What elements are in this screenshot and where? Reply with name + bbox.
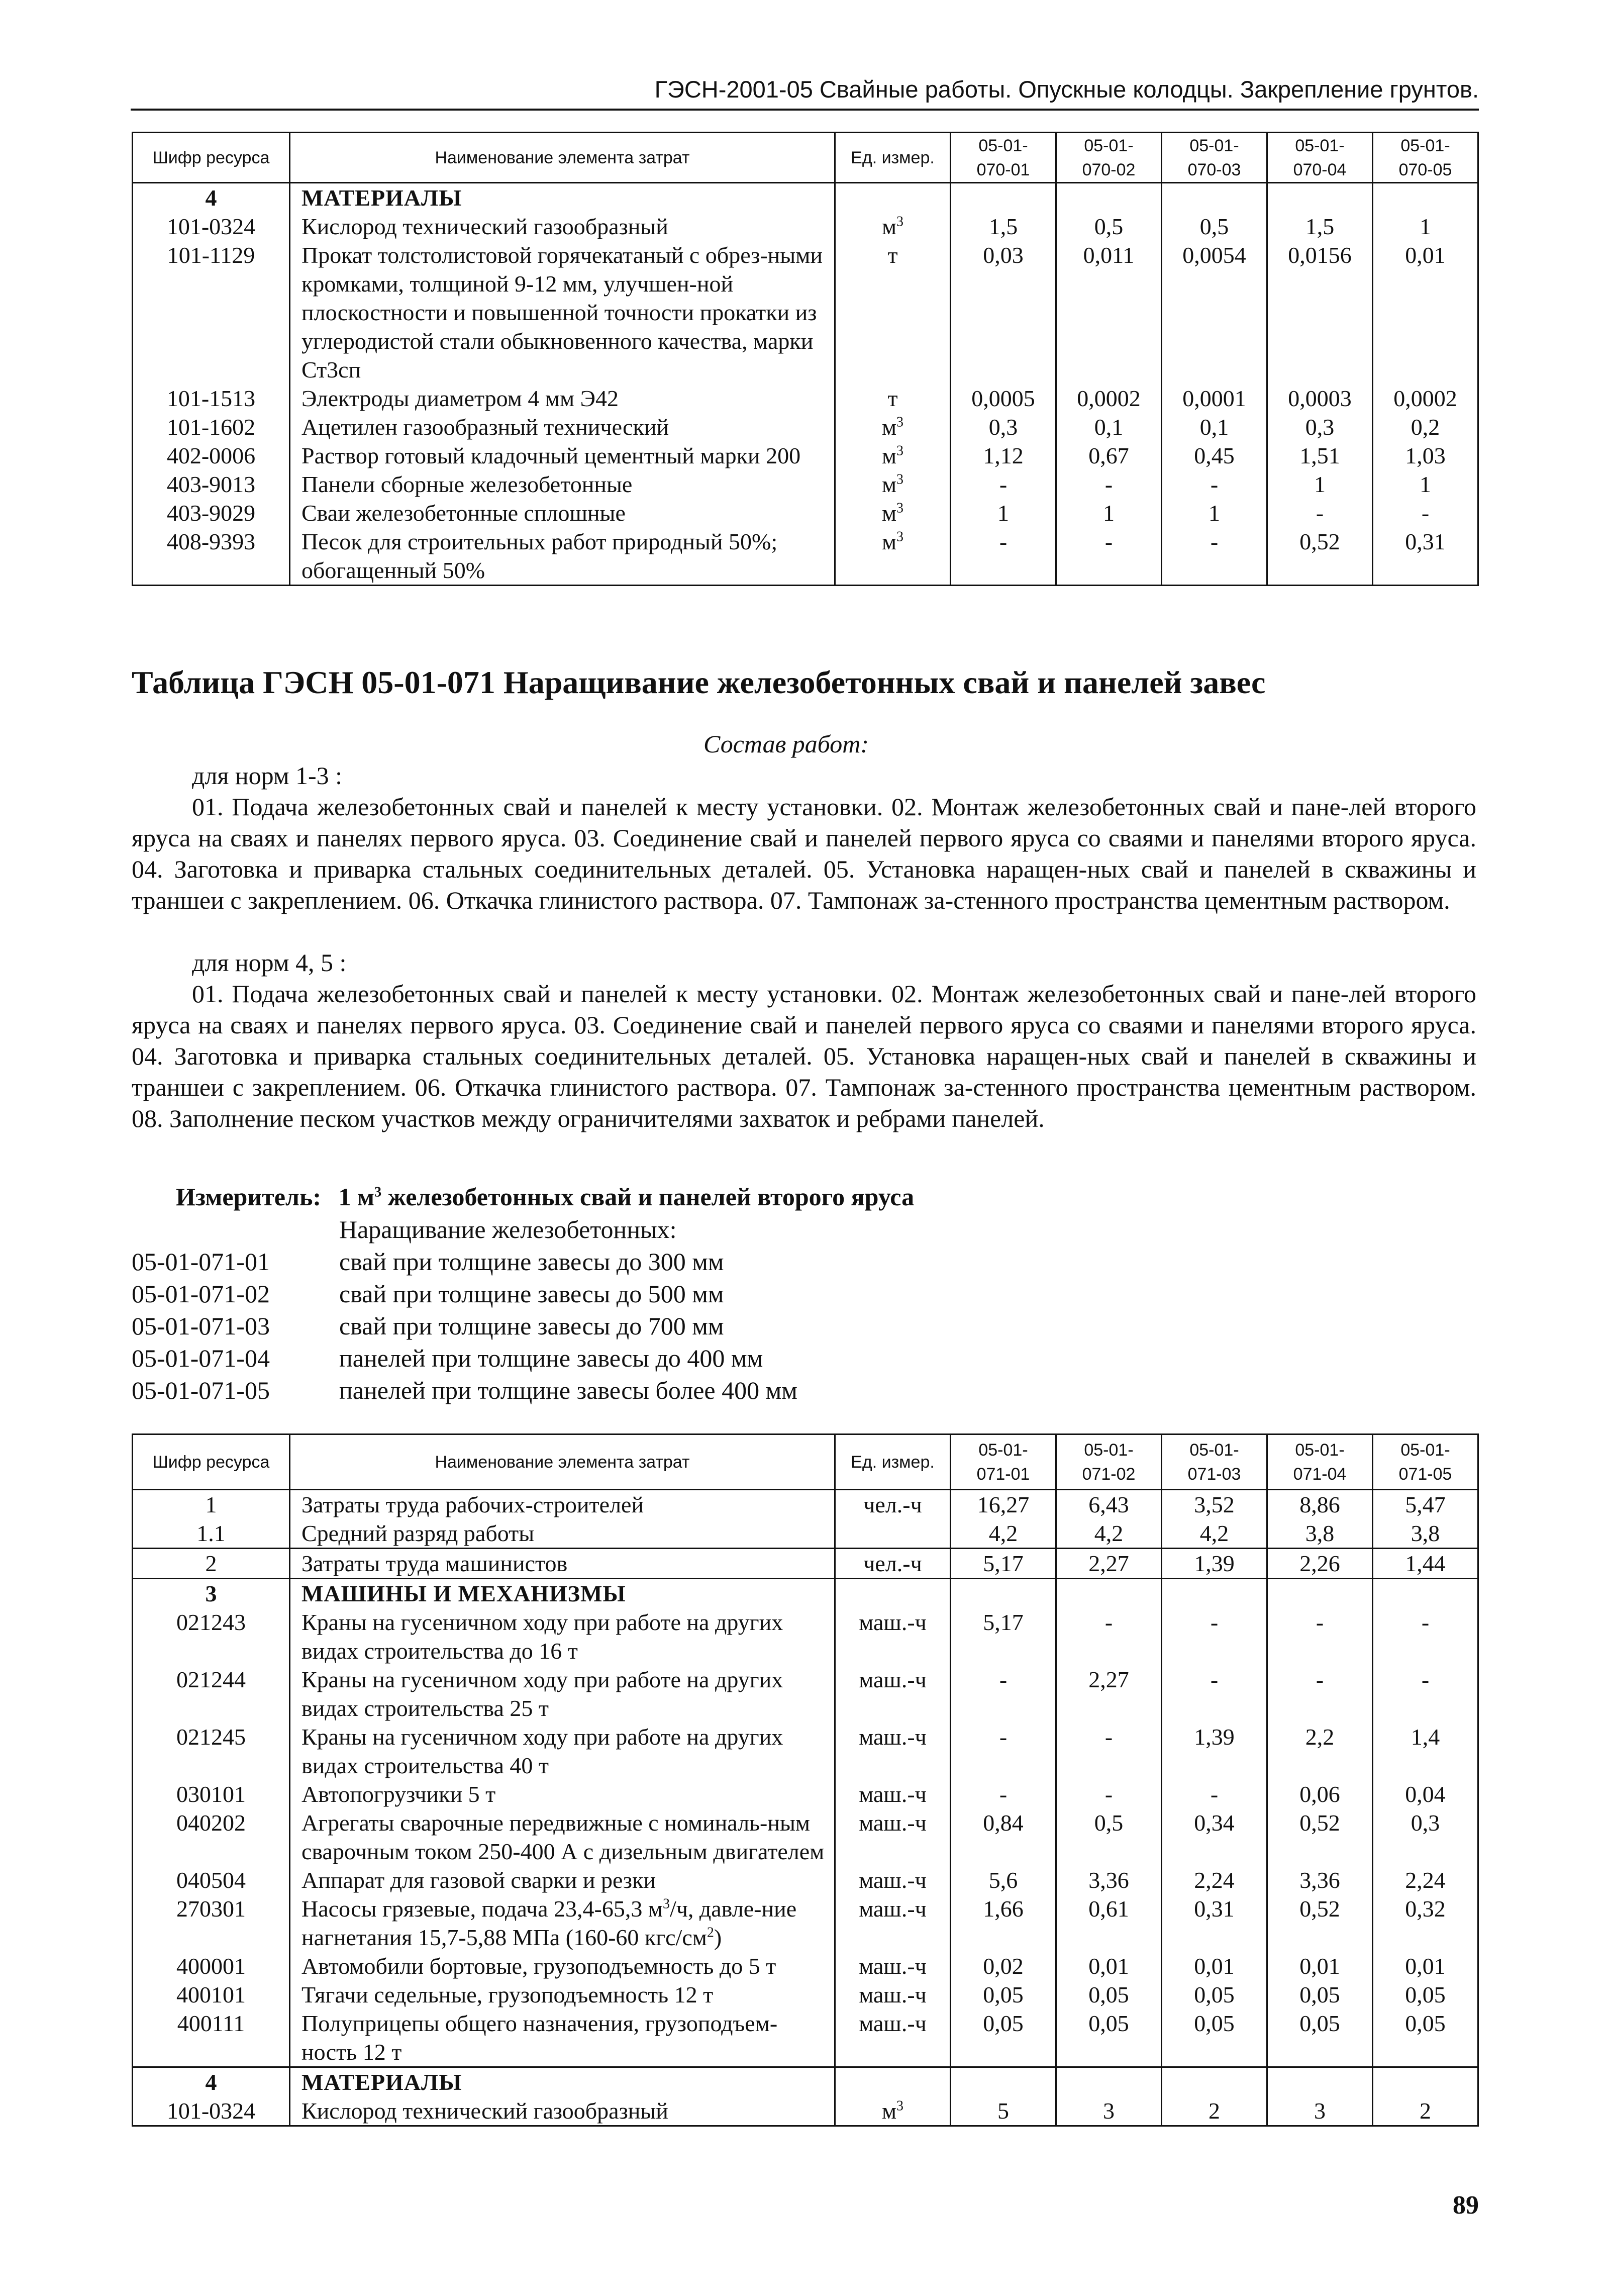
table-row — [133, 413, 1478, 441]
value-cell: 0,02 — [951, 1952, 1056, 1980]
value-cell: 1,5 — [951, 212, 1056, 241]
resource-code: 403-9029 — [133, 499, 290, 527]
col-header-norm: 05-01- 071-05 — [1373, 1434, 1478, 1490]
value-cell — [1267, 1579, 1373, 1608]
resource-name: Раствор готовый кладочный цементный марки 200 — [290, 441, 835, 470]
value-cell: 2,24 — [1373, 1866, 1478, 1894]
resource-name: Аппарат для газовой сварки и резки — [290, 1866, 835, 1894]
value-cell — [951, 183, 1056, 213]
value-cell — [1373, 183, 1478, 213]
table-row — [133, 1980, 1478, 2009]
value-cell: 1,44 — [1373, 1549, 1478, 1579]
norms-1-3-text: 01. Подача железобетонных свай и панелей к месту установки. 02. Монтаж железобетонных свай и пане-лей второго яруса на сваях и панелях первого яруса. 03. Соединение свай и панелей первого яруса со сваями и панелями второго яруса. 04. Заготовка и приварка стальных соединительных деталей. 05. Установка наращен-ных свай и панелей в скважины и траншеи с закреплением. 06. Откачка глинистого раствора. 07. Тампонаж за-стенного пространства цементным раствором. — [132, 793, 1476, 914]
col-header-code: Шифр ресурса — [133, 133, 290, 183]
value-cell: 5,17 — [951, 1549, 1056, 1579]
value-cell: 4,2 — [951, 1519, 1056, 1549]
value-cell: - — [1267, 1608, 1373, 1665]
value-cell: - — [951, 1723, 1056, 1780]
resource-name: Краны на гусеничном ходу при работе на других видах строительства 25 т — [290, 1665, 835, 1723]
table-row — [133, 2096, 1478, 2126]
value-cell: 0,05 — [1162, 1980, 1267, 2009]
value-cell: 3,52 — [1162, 1490, 1267, 1519]
value-cell: 1,5 — [1267, 212, 1373, 241]
resource-name: Прокат толстолистовой горячекатаный с обрез-ными кромками, толщиной 9-12 мм, улучшен-ной плоскостности и повышенной точности прокатки из углеродистой стали обыкновенного качества, марки Ст3сп — [290, 241, 835, 384]
value-cell: - — [951, 1780, 1056, 1808]
value-cell: 8,86 — [1267, 1490, 1373, 1519]
value-cell: - — [1056, 1723, 1162, 1780]
page-number: 89 — [1453, 2191, 1479, 2220]
value-cell — [1056, 183, 1162, 213]
value-cell: 1,03 — [1373, 441, 1478, 470]
value-cell: 2,24 — [1162, 1866, 1267, 1894]
value-cell: 0,05 — [1267, 2009, 1373, 2067]
value-cell: 16,27 — [951, 1490, 1056, 1519]
resource-code: 4 — [133, 183, 290, 213]
resource-code: 2 — [133, 1549, 290, 1579]
resource-code: 408-9393 — [133, 527, 290, 586]
value-cell: 3,8 — [1373, 1519, 1478, 1549]
unit-cell: маш.-ч — [835, 1808, 951, 1866]
value-cell: 0,05 — [1373, 1980, 1478, 2009]
resource-code: 4 — [133, 2067, 290, 2097]
value-cell: 2,26 — [1267, 1549, 1373, 1579]
value-cell: - — [1162, 1665, 1267, 1723]
value-cell: - — [951, 470, 1056, 499]
value-cell: 0,32 — [1373, 1894, 1478, 1952]
norm-description: свай при толщине завесы до 300 мм — [339, 1248, 724, 1276]
value-cell: 1,39 — [1162, 1723, 1267, 1780]
value-cell: 0,5 — [1056, 212, 1162, 241]
value-cell — [1056, 1579, 1162, 1608]
value-cell: 2,27 — [1056, 1549, 1162, 1579]
unit-cell: маш.-ч — [835, 1780, 951, 1808]
resource-name: Полуприцепы общего назначения, грузоподъем-ность 12 т — [290, 2009, 835, 2067]
resource-code: 400101 — [133, 1980, 290, 2009]
col-header-norm: 05-01- 071-03 — [1162, 1434, 1267, 1490]
unit-cell: $м^3$ — [835, 2096, 951, 2126]
table-row — [133, 1808, 1478, 1866]
value-cell: 0,01 — [1373, 1952, 1478, 1980]
value-cell: 4,2 — [1056, 1519, 1162, 1549]
resource-name: МАТЕРИАЛЫ — [290, 183, 835, 213]
value-cell: 0,84 — [951, 1808, 1056, 1866]
norm-description: панелей при толщине завесы более 400 мм — [339, 1376, 797, 1404]
table-row — [133, 1608, 1478, 1665]
value-cell: 0,31 — [1162, 1894, 1267, 1952]
value-cell: - — [1267, 1665, 1373, 1723]
work-composition-heading: Состав работ: — [703, 730, 869, 758]
table-row — [133, 2009, 1478, 2067]
unit-cell: $м^3$ — [835, 441, 951, 470]
value-cell: 0,05 — [951, 2009, 1056, 2067]
resource-code: 400001 — [133, 1952, 290, 1980]
value-cell: 0,3 — [951, 413, 1056, 441]
value-cell: 1 — [951, 499, 1056, 527]
value-cell: 0,3 — [1373, 1808, 1478, 1866]
resource-name: Затраты труда рабочих-строителей — [290, 1490, 835, 1519]
value-cell: - — [1056, 1780, 1162, 1808]
value-cell: - — [1162, 1608, 1267, 1665]
col-header-norm: 05-01- 070-01 — [951, 133, 1056, 183]
value-cell: 5,47 — [1373, 1490, 1478, 1519]
value-cell: 0,01 — [1056, 1952, 1162, 1980]
resource-code: 040504 — [133, 1866, 290, 1894]
value-cell: 0,1 — [1162, 413, 1267, 441]
col-header-name: Наименование элемента затрат — [290, 133, 835, 183]
norm-item — [132, 1310, 797, 1342]
col-header-norm: 05-01- 070-03 — [1162, 133, 1267, 183]
resource-code: 402-0006 — [133, 441, 290, 470]
resource-name: Сваи железобетонные сплошные — [290, 499, 835, 527]
resource-name: МАТЕРИАЛЫ — [290, 2067, 835, 2097]
value-cell: 0,0005 — [951, 384, 1056, 413]
resource-code: 1 — [133, 1490, 290, 1519]
value-cell: 6,43 — [1056, 1490, 1162, 1519]
resource-code: 030101 — [133, 1780, 290, 1808]
table-row — [133, 1549, 1478, 1579]
value-cell — [1373, 2067, 1478, 2097]
value-cell: 0,52 — [1267, 1808, 1373, 1866]
table-row — [133, 384, 1478, 413]
table-row — [133, 499, 1478, 527]
table-row — [133, 470, 1478, 499]
norm-description: панелей при толщине завесы до 400 мм — [339, 1344, 763, 1372]
value-cell: 2 — [1373, 2096, 1478, 2126]
value-cell: 1 — [1373, 212, 1478, 241]
resource-code: 101-0324 — [133, 212, 290, 241]
value-cell: 3,36 — [1056, 1866, 1162, 1894]
value-cell: 1 — [1373, 470, 1478, 499]
table-row — [133, 441, 1478, 470]
value-cell — [951, 1579, 1056, 1608]
unit-cell: маш.-ч — [835, 1723, 951, 1780]
value-cell: 0,61 — [1056, 1894, 1162, 1952]
value-cell: 0,05 — [1056, 1980, 1162, 2009]
value-cell — [1162, 1579, 1267, 1608]
resource-code: 270301 — [133, 1894, 290, 1952]
value-cell: 0,01 — [1162, 1952, 1267, 1980]
resource-name: Средний разряд работы — [290, 1519, 835, 1549]
unit-cell: маш.-ч — [835, 1866, 951, 1894]
value-cell — [951, 2067, 1056, 2097]
table-row — [133, 1490, 1478, 1519]
value-cell: 0,1 — [1056, 413, 1162, 441]
col-header-name: Наименование элемента затрат — [290, 1434, 835, 1490]
unit-cell: маш.-ч — [835, 1608, 951, 1665]
value-cell: - — [951, 527, 1056, 586]
resource-table-070 — [132, 132, 1479, 586]
norm-list — [132, 1246, 797, 1406]
table-row — [133, 1723, 1478, 1780]
value-cell: 2,27 — [1056, 1665, 1162, 1723]
value-cell: 0,0001 — [1162, 384, 1267, 413]
value-cell: 0,06 — [1267, 1780, 1373, 1808]
table-row — [133, 1780, 1478, 1808]
value-cell: 0,0003 — [1267, 384, 1373, 413]
value-cell: 0,2 — [1373, 413, 1478, 441]
norm-code: 05-01-071-03 — [132, 1312, 270, 1340]
value-cell: 0,45 — [1162, 441, 1267, 470]
resource-code: 101-1129 — [133, 241, 290, 384]
value-cell — [1162, 2067, 1267, 2097]
value-cell: - — [1056, 527, 1162, 586]
resource-name: МАШИНЫ И МЕХАНИЗМЫ — [290, 1579, 835, 1608]
value-cell — [1267, 2067, 1373, 2097]
col-header-code: Шифр ресурса — [133, 1434, 290, 1490]
unit-cell: т — [835, 384, 951, 413]
value-cell: 1,39 — [1162, 1549, 1267, 1579]
value-cell: - — [1056, 470, 1162, 499]
resource-code: 021244 — [133, 1665, 290, 1723]
value-cell: - — [1162, 470, 1267, 499]
value-cell: 5 — [951, 2096, 1056, 2126]
col-header-norm: 05-01- 070-04 — [1267, 133, 1373, 183]
value-cell: 0,01 — [1267, 1952, 1373, 1980]
value-cell: 1 — [1056, 499, 1162, 527]
value-cell: 0,52 — [1267, 1894, 1373, 1952]
value-cell — [1056, 2067, 1162, 2097]
unit-cell: маш.-ч — [835, 2009, 951, 2067]
value-cell: - — [1162, 1780, 1267, 1808]
value-cell: 0,5 — [1162, 212, 1267, 241]
col-header-norm: 05-01- 070-02 — [1056, 133, 1162, 183]
value-cell: 0,05 — [1056, 2009, 1162, 2067]
value-cell: - — [1267, 499, 1373, 527]
value-cell: 0,0054 — [1162, 241, 1267, 384]
col-header-unit: Ед. измер. — [835, 1434, 951, 1490]
measure-value: 1 $м^3$ железобетонных свай и панелей второго яруса — [338, 1183, 915, 1211]
table-title: Таблица ГЭСН 05-01-071 Наращивание железобетонных свай и панелей завес — [132, 664, 1266, 700]
resource-name: Агрегаты сварочные передвижные с номиналь-ным сварочным током 250-400 А с дизельным двигателем — [290, 1808, 835, 1866]
norm-description: свай при толщине завесы до 700 мм — [339, 1312, 724, 1340]
unit-cell: маш.-ч — [835, 1980, 951, 2009]
unit-cell: $м^3$ — [835, 413, 951, 441]
section-row — [133, 2067, 1478, 2097]
norm-item — [132, 1374, 797, 1406]
resource-name: Тягачи седельные, грузоподъемность 12 т — [290, 1980, 835, 2009]
unit-cell — [835, 1519, 951, 1549]
value-cell: 0,011 — [1056, 241, 1162, 384]
table-row — [133, 212, 1478, 241]
table-row — [133, 1519, 1478, 1549]
value-cell: 0,05 — [1267, 1980, 1373, 2009]
value-cell: - — [1373, 1608, 1478, 1665]
value-cell: 2,2 — [1267, 1723, 1373, 1780]
value-cell: 0,34 — [1162, 1808, 1267, 1866]
unit-cell — [835, 1579, 951, 1608]
norm-code: 05-01-071-04 — [132, 1344, 270, 1372]
norm-description: свай при толщине завесы до 500 мм — [339, 1280, 724, 1308]
measure-line — [176, 1181, 914, 1212]
measure-label: Измеритель: — [176, 1183, 322, 1211]
resource-code: 3 — [133, 1579, 290, 1608]
value-cell — [1162, 183, 1267, 213]
value-cell: 3 — [1056, 2096, 1162, 2126]
resource-name: Ацетилен газообразный технический — [290, 413, 835, 441]
resource-name: Электроды диаметром 4 мм Э42 — [290, 384, 835, 413]
col-header-norm: 05-01- 070-05 — [1373, 133, 1478, 183]
section-row — [133, 183, 1478, 213]
resource-name: Краны на гусеничном ходу при работе на других видах строительства 40 т — [290, 1723, 835, 1780]
section-row — [133, 1579, 1478, 1608]
value-cell: 0,05 — [1373, 2009, 1478, 2067]
unit-cell: т — [835, 241, 951, 384]
resource-name: Автопогрузчики 5 т — [290, 1780, 835, 1808]
value-cell: 0,0156 — [1267, 241, 1373, 384]
col-header-norm: 05-01- 071-01 — [951, 1434, 1056, 1490]
resource-name: Краны на гусеничном ходу при работе на других видах строительства до 16 т — [290, 1608, 835, 1665]
value-cell: 0,01 — [1373, 241, 1478, 384]
resource-name: Насосы грязевые, подача 23,4-65,3 $м^3/ч$, давле-ние нагнетания 15,7-5,88 МПа (160-60 кгс/$см^2$) — [290, 1894, 835, 1952]
unit-cell: чел.-ч — [835, 1490, 951, 1519]
unit-cell: маш.-ч — [835, 1952, 951, 1980]
col-header-norm: 05-01- 071-04 — [1267, 1434, 1373, 1490]
value-cell: 0,67 — [1056, 441, 1162, 470]
norm-code: 05-01-071-05 — [132, 1376, 270, 1404]
resource-code: 101-1513 — [133, 384, 290, 413]
norms-1-3-label: для норм 1-3 : — [192, 761, 343, 790]
value-cell: 5,17 — [951, 1608, 1056, 1665]
norm-code: 05-01-071-01 — [132, 1248, 270, 1276]
value-cell: 2 — [1162, 2096, 1267, 2126]
unit-cell: $м^3$ — [835, 212, 951, 241]
norm-code: 05-01-071-02 — [132, 1280, 270, 1308]
value-cell: - — [951, 1665, 1056, 1723]
unit-cell: маш.-ч — [835, 1894, 951, 1952]
resource-code: 403-9013 — [133, 470, 290, 499]
table-row — [133, 1866, 1478, 1894]
norm-item — [132, 1246, 797, 1278]
unit-cell: $м^3$ — [835, 499, 951, 527]
value-cell: 0,05 — [1162, 2009, 1267, 2067]
value-cell: 0,52 — [1267, 527, 1373, 586]
value-cell: 4,2 — [1162, 1519, 1267, 1549]
resource-code: 021243 — [133, 1608, 290, 1665]
resource-code: 101-0324 — [133, 2096, 290, 2126]
resource-name: Автомобили бортовые, грузоподъемность до 5 т — [290, 1952, 835, 1980]
resource-code: 400111 — [133, 2009, 290, 2067]
table-row — [133, 1665, 1478, 1723]
resource-code: 101-1602 — [133, 413, 290, 441]
resource-table-071 — [132, 1433, 1479, 2127]
unit-cell — [835, 2067, 951, 2097]
value-cell: - — [1373, 1665, 1478, 1723]
norm-list-heading: Наращивание железобетонных: — [339, 1215, 677, 1243]
table-row — [133, 1894, 1478, 1952]
value-cell: 1 — [1162, 499, 1267, 527]
table-row — [133, 527, 1478, 586]
table-row — [133, 241, 1478, 384]
resource-name: Кислород технический газообразный — [290, 212, 835, 241]
value-cell: 3 — [1267, 2096, 1373, 2126]
norms-4-5-label: для норм 4, 5 : — [192, 948, 347, 977]
unit-cell — [835, 183, 951, 213]
value-cell: 5,6 — [951, 1866, 1056, 1894]
resource-code: 021245 — [133, 1723, 290, 1780]
value-cell: 0,03 — [951, 241, 1056, 384]
value-cell: - — [1373, 499, 1478, 527]
unit-cell: чел.-ч — [835, 1549, 951, 1579]
unit-cell: $м^3$ — [835, 527, 951, 586]
value-cell: 1,12 — [951, 441, 1056, 470]
value-cell: 0,04 — [1373, 1780, 1478, 1808]
value-cell: 3,8 — [1267, 1519, 1373, 1549]
value-cell: 0,3 — [1267, 413, 1373, 441]
norm-item — [132, 1278, 797, 1310]
value-cell: 0,05 — [951, 1980, 1056, 2009]
value-cell: 0,0002 — [1056, 384, 1162, 413]
value-cell: 1,66 — [951, 1894, 1056, 1952]
resource-code: 040202 — [133, 1808, 290, 1866]
value-cell: 1,51 — [1267, 441, 1373, 470]
value-cell: - — [1162, 527, 1267, 586]
resource-name: Панели сборные железобетонные — [290, 470, 835, 499]
value-cell: 1 — [1267, 470, 1373, 499]
resource-name: Затраты труда машинистов — [290, 1549, 835, 1579]
resource-name: Песок для строительных работ природный 50%; обогащенный 50% — [290, 527, 835, 586]
norms-4-5-text: 01. Подача железобетонных свай и панелей к месту установки. 02. Монтаж железобетонных свай и пане-лей второго яруса на сваях и панелях первого яруса. 03. Соединение свай и панелей первого яруса со сваями и панелями второго яруса. 04. Заготовка и приварка стальных соединительных деталей. 05. Установка наращен-ных свай и панелей в скважины и траншеи с закреплением. 06. Откачка глинистого раствора. 07. Тампонаж за-стенного пространства цементным раствором. 08. Заполнение песком участков между ограничителями захваток и ребрами панелей. — [132, 980, 1476, 1132]
value-cell: 1,4 — [1373, 1723, 1478, 1780]
table-row — [133, 1952, 1478, 1980]
value-cell: 3,36 — [1267, 1866, 1373, 1894]
running-header: ГЭСН-2001-05 Свайные работы. Опускные колодцы. Закрепление грунтов. — [131, 75, 1479, 111]
unit-cell: маш.-ч — [835, 1665, 951, 1723]
resource-code: 1.1 — [133, 1519, 290, 1549]
norm-item — [132, 1342, 797, 1374]
col-header-unit: Ед. измер. — [835, 133, 951, 183]
value-cell — [1373, 1579, 1478, 1608]
resource-name: Кислород технический газообразный — [290, 2096, 835, 2126]
value-cell: 0,5 — [1056, 1808, 1162, 1866]
value-cell: 0,0002 — [1373, 384, 1478, 413]
value-cell — [1267, 183, 1373, 213]
value-cell: - — [1056, 1608, 1162, 1665]
unit-cell: $м^3$ — [835, 470, 951, 499]
col-header-norm: 05-01- 071-02 — [1056, 1434, 1162, 1490]
value-cell: 0,31 — [1373, 527, 1478, 586]
